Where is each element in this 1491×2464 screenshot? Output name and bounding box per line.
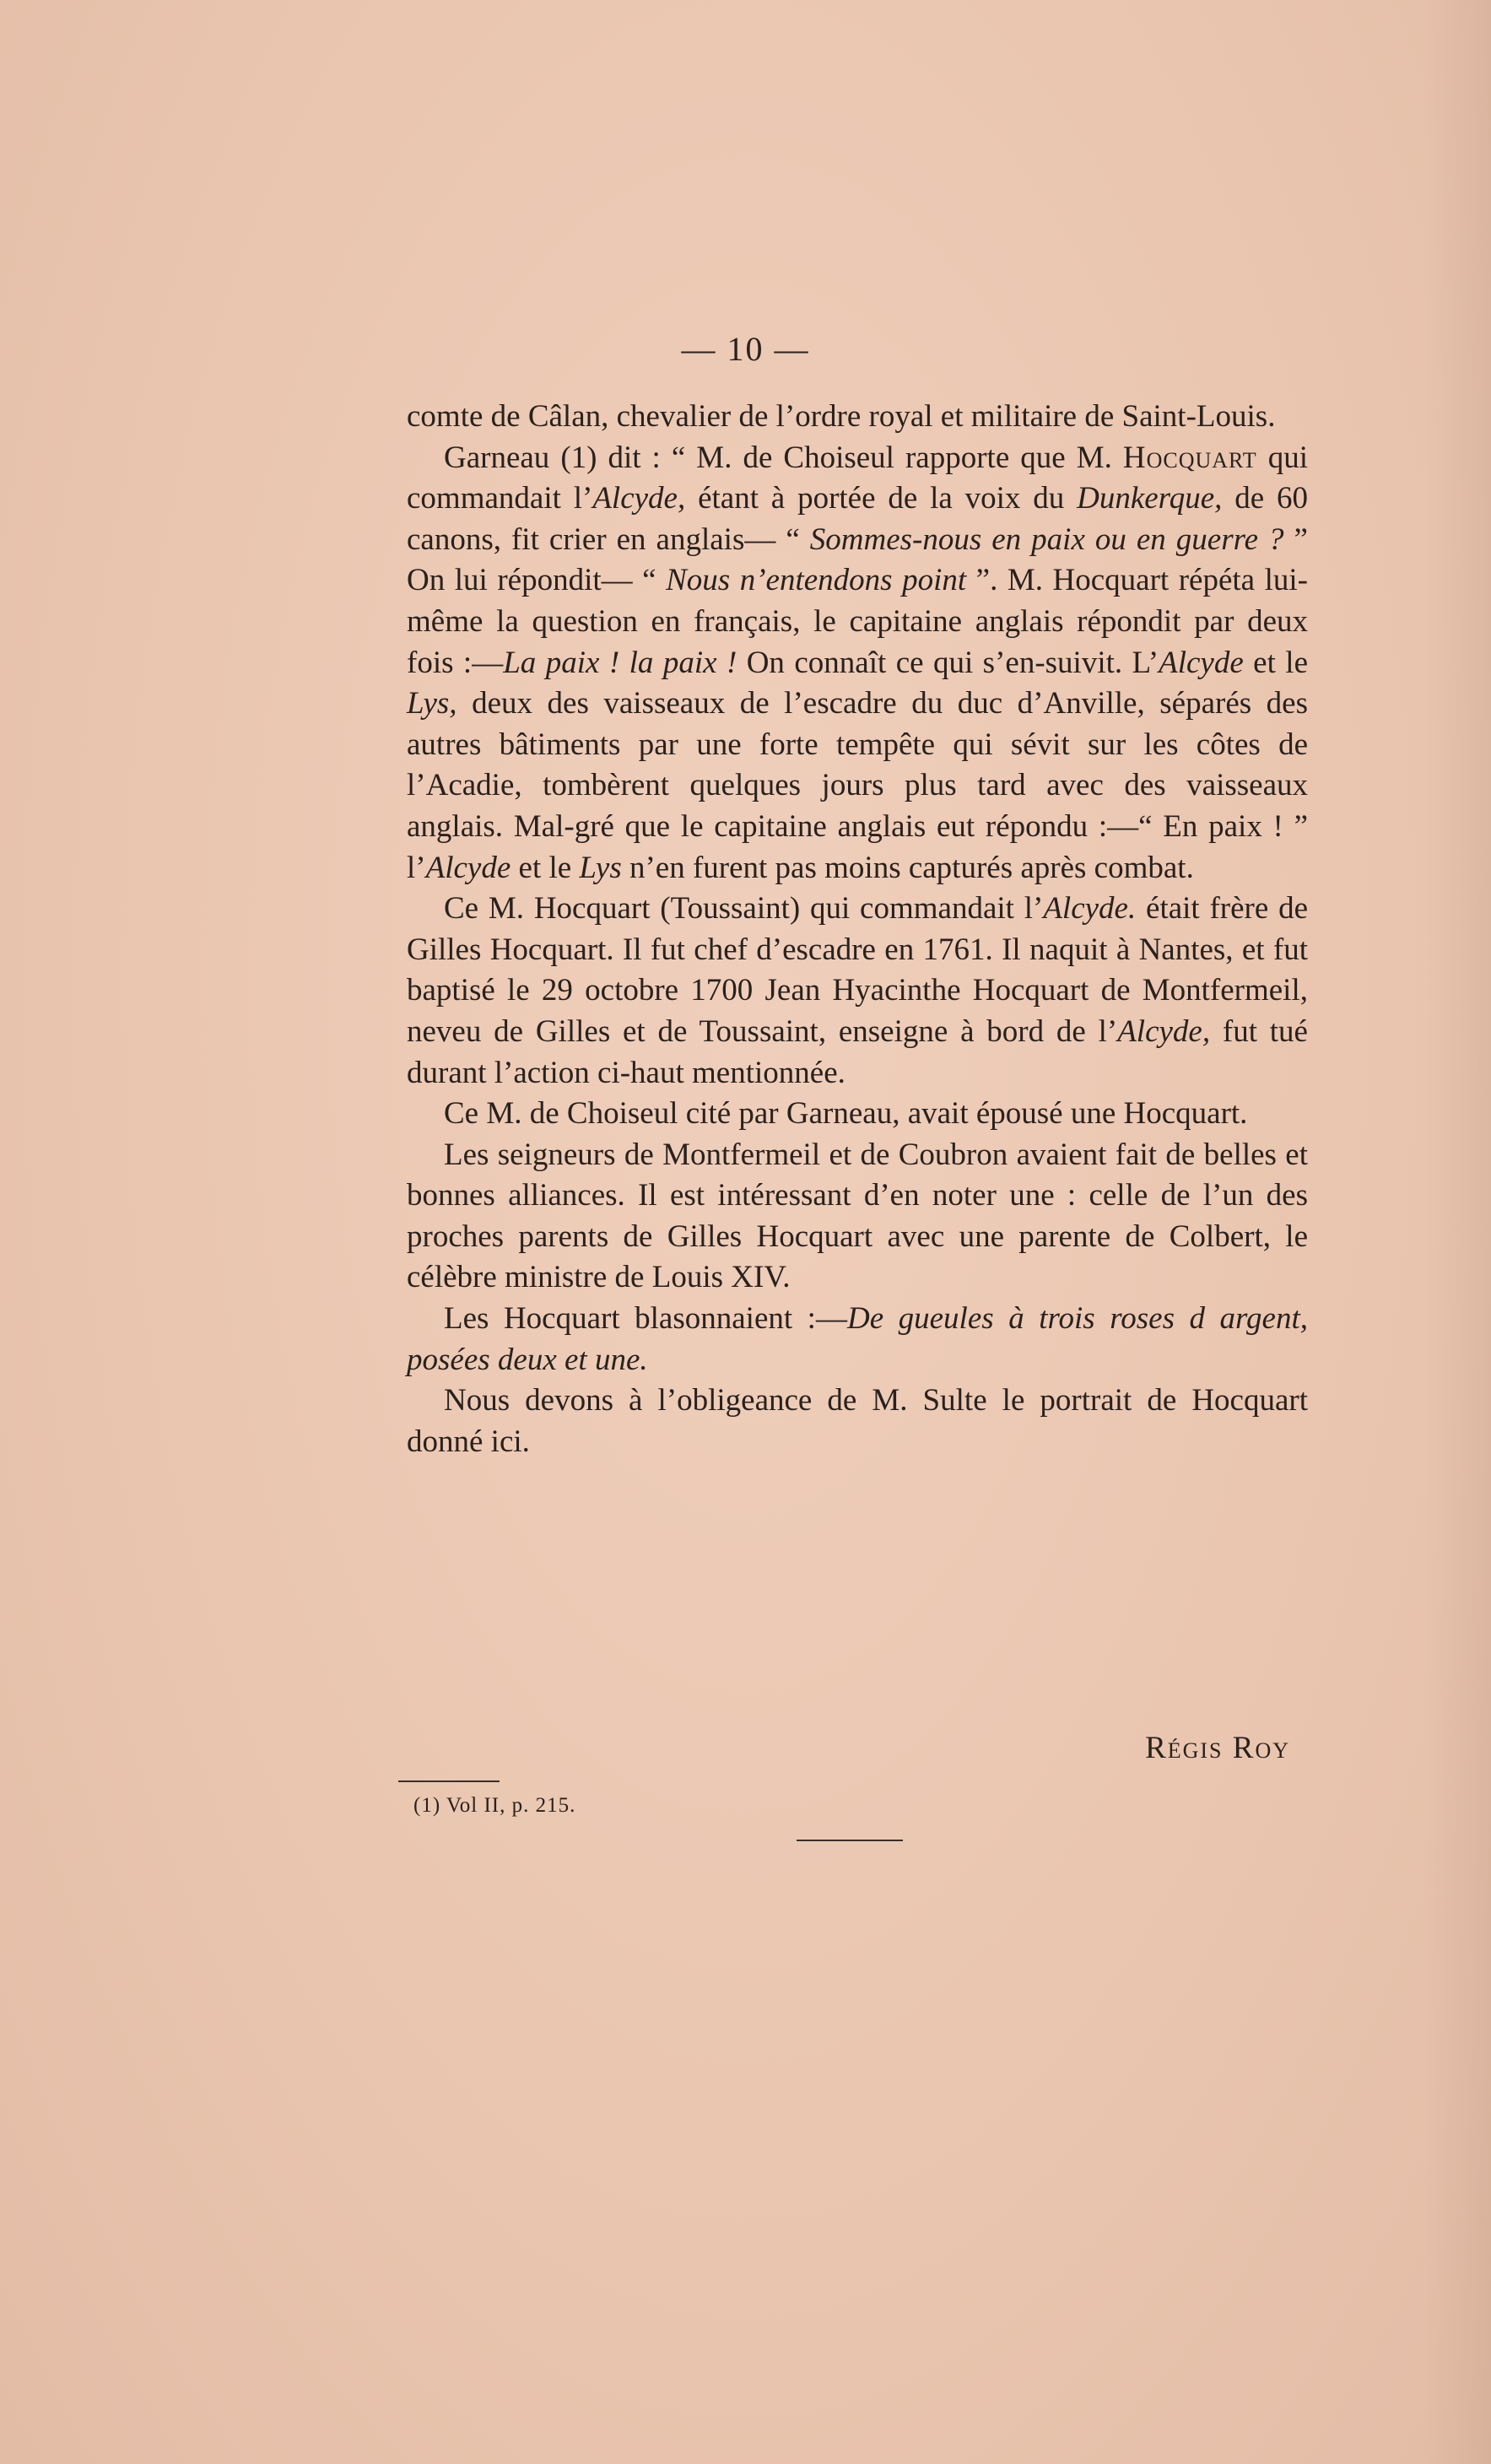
italic-text: Alcyde bbox=[425, 850, 511, 885]
text-run: comte de Câlan, chevalier de l’ordre royal et militaire de Saint-Louis. bbox=[407, 399, 1276, 434]
body-text bbox=[407, 397, 1308, 1462]
italic-text: Alcyde, bbox=[1117, 1013, 1211, 1049]
paragraph bbox=[407, 1094, 1308, 1135]
text-run: deux des vaisseaux de l’escadre du duc d’Anville, séparés des autres bâtiments par une forte tempête qui sévit sur les côtes de l’Acadie, tombèrent quelques jours plus tard avec des vaisseaux anglais. Mal-gré que le capitaine anglais eut répondu :—“ En paix ! ” l’ bbox=[407, 686, 1308, 885]
text-run: Les seigneurs de Montfermeil et de Coubron avaient fait de belles et bonnes alliances. Il est intéressant d’en noter une : celle de l’un des proches parents de Gilles Hocquart avec une parente de Colbert, le célèbre ministre de Louis XIV. bbox=[407, 1137, 1308, 1295]
footnote-rule bbox=[398, 1780, 500, 1782]
text-run: Ce M. de Choiseul cité par Garneau, avait épousé une Hocquart. bbox=[444, 1096, 1248, 1132]
text-run: et le bbox=[1243, 645, 1309, 680]
italic-text: Alcyde. bbox=[1043, 891, 1137, 927]
text-run: Nous devons à l’obligeance de M. Sulte le portrait de Hocquart donné ici. bbox=[407, 1383, 1308, 1459]
paragraph bbox=[407, 1135, 1308, 1299]
page-number: — 10 — bbox=[681, 330, 810, 368]
italic-text: Sommes-nous en paix ou en guerre ? bbox=[809, 521, 1284, 557]
footnote: (1) Vol II, p. 215. bbox=[413, 1794, 576, 1817]
paragraph bbox=[407, 397, 1308, 438]
text-run: On connaît ce qui s’en-suivit. L’ bbox=[737, 645, 1159, 680]
page-edge-shadow bbox=[1423, 0, 1491, 2464]
italic-text: Lys, bbox=[407, 686, 457, 721]
text-run: n’en furent pas moins capturés après combat. bbox=[621, 850, 1194, 885]
text-run: était frère de Gilles Hocquart. Il fut chef d’escadre en 1761. Il naquit à Nantes, et fut baptisé le 29 octobre 1700 Jean Hyacinthe Hocquart de Montfermeil, neveu de Gilles et de Toussaint, enseigne à bord de l’ bbox=[407, 891, 1308, 1049]
italic-text: Alcyde bbox=[1159, 645, 1244, 680]
text-run: Ce M. Hocquart (Toussaint) qui commandait l’ bbox=[444, 891, 1044, 927]
paragraph bbox=[407, 889, 1308, 1094]
italic-text: De gueules à trois roses d argent, posées deux et une. bbox=[407, 1301, 1309, 1377]
text-run: et le bbox=[511, 850, 580, 885]
text-run: qui commandait l’ bbox=[407, 440, 1308, 516]
italic-text: La paix ! la paix ! bbox=[503, 645, 737, 680]
paragraph bbox=[407, 1299, 1308, 1381]
text-run: de 60 canons, fit crier en anglais— “ bbox=[407, 481, 1308, 557]
text-run: Garneau (1) dit : “ M. de Choiseul rapporte que M. bbox=[444, 440, 1123, 475]
paragraph bbox=[407, 438, 1308, 889]
paragraph bbox=[407, 1381, 1308, 1462]
author-signature: Régis Roy bbox=[1145, 1731, 1290, 1765]
text-run: étant à portée de la voix du bbox=[685, 481, 1078, 516]
end-rule bbox=[797, 1840, 903, 1841]
text-run: fut tué durant l’action ci-haut mentionnée. bbox=[407, 1013, 1308, 1090]
italic-text: Alcyde, bbox=[592, 481, 686, 516]
text-run: Les Hocquart blasonnaient :— bbox=[444, 1301, 847, 1337]
text-run: ”. M. Hocquart répéta lui-même la question en français, le capitaine anglais répondit par deux fois :— bbox=[407, 563, 1308, 680]
text-run: ” On lui répondit— “ bbox=[407, 521, 1308, 598]
italic-text: Lys bbox=[579, 850, 622, 885]
italic-text: Nous n’entendons point bbox=[666, 563, 967, 598]
italic-text: Dunkerque, bbox=[1077, 481, 1223, 516]
small-caps-text: Hocquart bbox=[1122, 440, 1257, 475]
